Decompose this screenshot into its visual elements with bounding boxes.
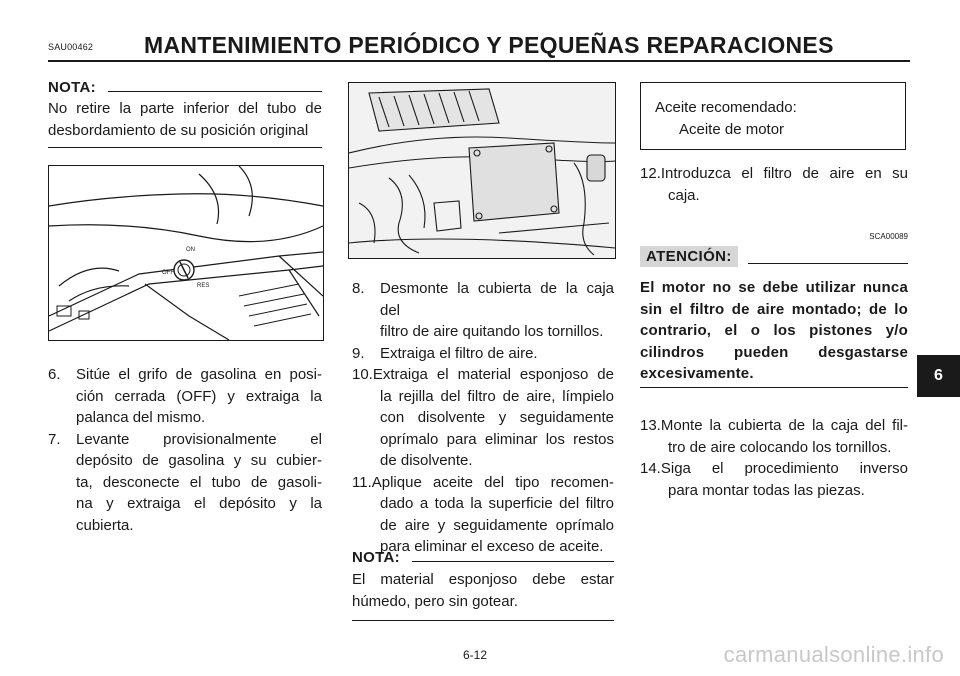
oil-box-value: Aceite de motor	[679, 120, 785, 138]
note-line: El material esponjoso debe estar	[352, 571, 614, 588]
steps-13-14	[640, 415, 908, 501]
note-heading-line	[412, 561, 614, 562]
note-heading	[48, 76, 322, 96]
step-7: 7. Levante provisionalmente el depósito de gasolina y su cubier- ta, desconecte el tubo de gasoli- na y extraiga el depósito y la cubierta.	[48, 430, 322, 534]
note-line: húmedo, pero sin gotear.	[352, 592, 518, 610]
page-title: MANTENIMIENTO PERIÓDICO Y PEQUEÑAS REPARACIONES	[144, 32, 834, 58]
note-2	[352, 546, 614, 621]
step-10: 10. Extraiga el material esponjoso de la rejilla del filtro de aire, límpielo con disolvente y seguidamente oprímalo para eliminar los restos de disolvente.	[352, 366, 614, 469]
step-6: 6. Sitúe el grifo de gasolina en posi- ción cerrada (OFF) y extraiga la palanca del mismo.	[48, 366, 322, 426]
note-label: NOTA:	[48, 79, 96, 96]
steps-8-11	[352, 278, 614, 558]
caution-text: El motor no se debe utilizar nunca sin el filtro de aire montado; de lo contrario, el o los pistones y/o cilindros pueden desgastarse excesivamente.	[640, 279, 908, 382]
chapter-tab: 6	[917, 355, 960, 397]
note-heading	[352, 546, 614, 566]
section-code: SAU00462	[48, 42, 94, 52]
oil-box-label: Aceite recomendado:	[655, 99, 797, 116]
caution-heading	[640, 246, 908, 267]
step-11: 11. Aplique aceite del tipo recomen- dado a toda la superficie del filtro de aire y seguidamente oprímalo para eliminar el exceso de aceite.	[352, 473, 614, 555]
note-text	[48, 98, 322, 141]
caution-heading-line	[748, 263, 908, 264]
step-12: 12. Introduzca el filtro de aire en su caja.	[640, 165, 908, 204]
note-line: No retire la parte inferior del tubo de	[48, 100, 322, 117]
step-13: 13. Monte la cubierta de la caja del fil- tro de aire colocando los tornillos.	[640, 417, 908, 456]
column-1	[48, 76, 322, 148]
recommended-oil-box	[640, 82, 906, 150]
label-res: RES	[197, 283, 210, 289]
caution-code: SCA00089	[869, 232, 908, 241]
label-on: ON	[186, 247, 195, 253]
fuel-cock-dial	[174, 260, 194, 280]
note-heading-line	[108, 91, 322, 92]
steps-6-7	[48, 364, 322, 536]
step-9: 9. Extraiga el filtro de aire.	[352, 344, 538, 362]
fuel-cock-illustration	[48, 165, 324, 341]
page-number: 6-12	[463, 648, 488, 662]
note-label: NOTA:	[352, 549, 400, 566]
watermark: carmanualsonline.info	[723, 642, 944, 667]
air-filter-photo	[348, 82, 616, 259]
title-divider	[48, 60, 910, 62]
step-14: 14. Siga el procedimiento inverso para montar todas las piezas.	[640, 460, 908, 499]
caution-end-rule	[640, 387, 908, 388]
caution-label: ATENCIÓN:	[640, 246, 738, 267]
step-8: 8. Desmonte la cubierta de la caja del filtro de aire quitando los tornillos.	[352, 280, 614, 340]
label-off: OFF	[162, 270, 174, 276]
note-end-rule	[352, 620, 614, 621]
note-end-rule	[48, 147, 322, 148]
note-text	[352, 569, 614, 612]
note-line: desbordamiento de su posición original	[48, 121, 309, 139]
